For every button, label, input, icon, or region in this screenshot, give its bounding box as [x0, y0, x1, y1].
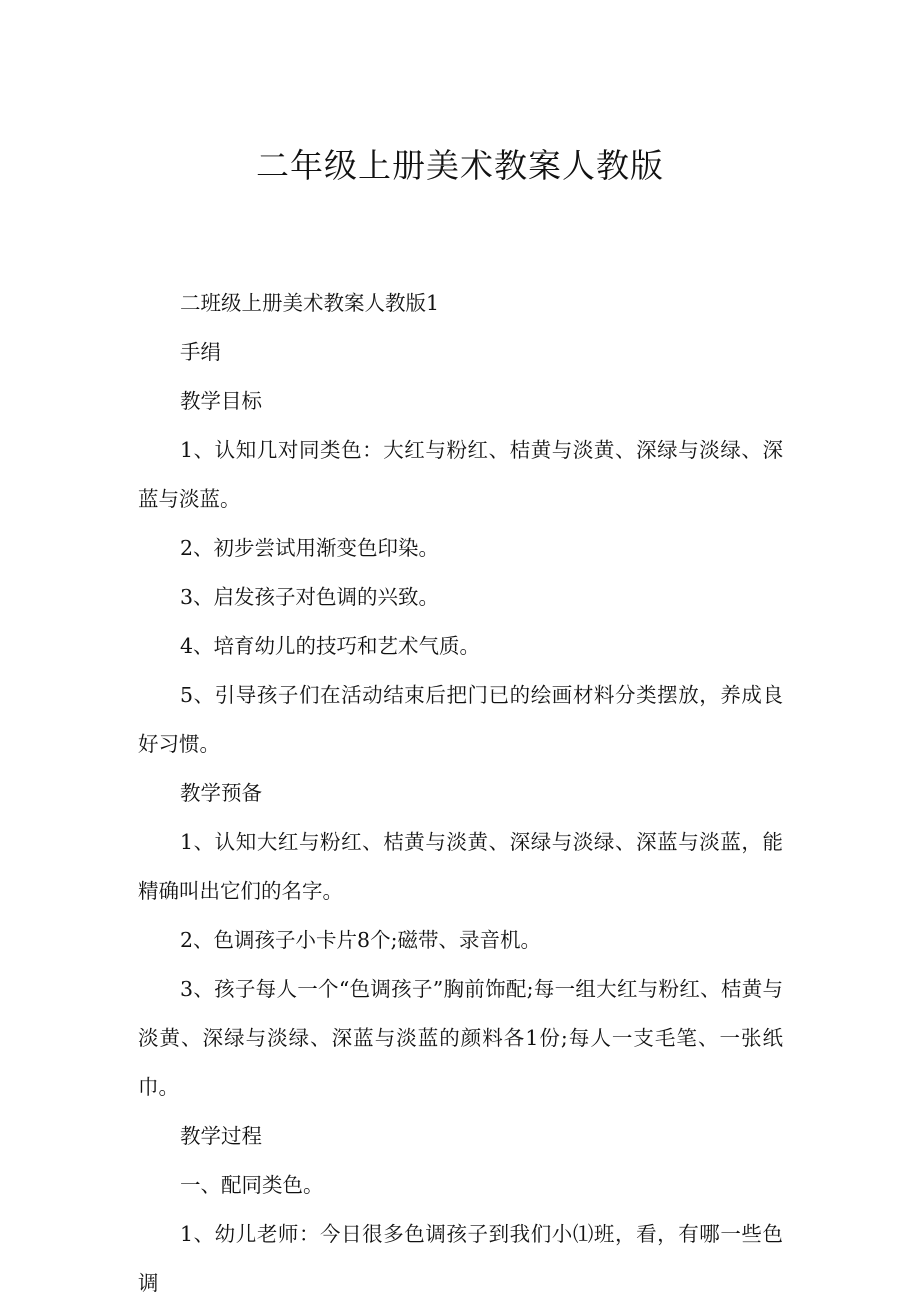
- heading-teaching-goals: 教学目标: [180, 389, 262, 413]
- goal-item-5: 5、引导孩子们在活动结束后把门已的绘画材料分类摆放，养成良好习惯。: [138, 683, 783, 756]
- goal-item-4: 4、培育幼儿的技巧和艺术气质。: [180, 634, 481, 658]
- document-body: [138, 279, 783, 1308]
- paragraph-subtitle: 二班级上册美术教案人教版1: [180, 291, 440, 315]
- process-section-1: 一、配同类色。: [180, 1173, 324, 1197]
- paragraph-lesson-name: 手绢: [180, 340, 221, 364]
- heading-teaching-preparation: 教学预备: [180, 781, 262, 805]
- document-title: 二年级上册美术教案人教版: [256, 146, 664, 185]
- goal-item-2: 2、初步尝试用渐变色印染。: [180, 536, 440, 560]
- goal-item-3: 3、启发孩子对色调的兴致。: [180, 585, 440, 609]
- heading-teaching-process: 教学过程: [180, 1124, 262, 1148]
- prep-item-3: 3、孩子每人一个“色调孩子”胸前饰配;每一组大红与粉红、桔黄与淡黄、深绿与淡绿、深蓝与淡蓝的颜料各1份;每人一支毛笔、一张纸巾。: [138, 977, 783, 1099]
- goal-item-1: 1、认知几对同类色：大红与粉红、桔黄与淡黄、深绿与淡绿、深蓝与淡蓝。: [138, 438, 783, 511]
- prep-item-2: 2、色调孩子小卡片8个;磁带、录音机。: [180, 928, 541, 952]
- prep-item-1: 1、认知大红与粉红、桔黄与淡黄、深绿与淡绿、深蓝与淡蓝，能精确叫出它们的名字。: [138, 830, 783, 903]
- process-item-1: 1、幼儿老师：今日很多色调孩子到我们小⑴班，看，有哪一些色调: [138, 1222, 783, 1295]
